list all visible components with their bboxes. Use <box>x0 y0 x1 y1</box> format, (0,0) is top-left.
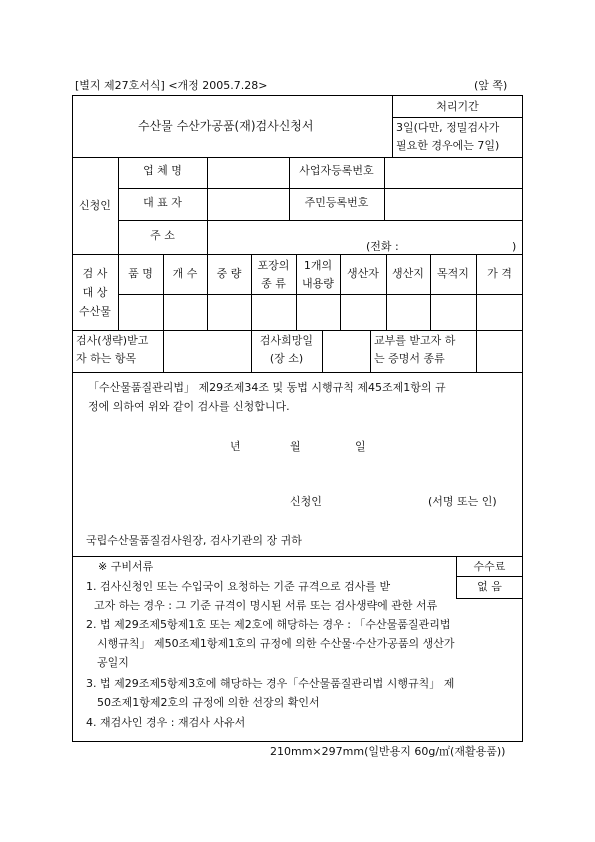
fee-value: 없 음 <box>477 580 502 593</box>
date-year: 년 <box>230 440 241 453</box>
col-package-l2: 종 류 <box>261 277 286 290</box>
col-origin: 생산지 <box>392 267 424 280</box>
col-price: 가 격 <box>487 267 512 280</box>
desired-date-label-l2: (장 소) <box>269 352 304 365</box>
col-count: 개 수 <box>172 267 198 280</box>
paper-spec: 210mm×297mm(일반용지 60g/㎡(재활용품)) <box>270 745 506 758</box>
doc-item-1-cont: 고자 하는 경우 : 그 기준 규격이 명시된 서류 또는 검사생략에 관한 서류 <box>94 599 438 612</box>
phone-label: (전화 : <box>366 240 399 253</box>
representative-label: 대 표 자 <box>143 196 182 209</box>
doc-item-1: 1. 검사신청인 또는 수입국이 요청하는 기준 규격으로 검사를 받 <box>86 580 391 593</box>
declaration-line2: 정에 의하여 위와 같이 검사를 신청합니다. <box>88 400 290 413</box>
date-day: 일 <box>355 440 366 453</box>
applicant-section-label: 신청인 <box>79 199 111 212</box>
goods-section-l1: 검 사 <box>82 267 108 280</box>
col-unit-content-l1: 1개의 <box>303 259 333 272</box>
doc-item-4: 4. 재검사인 경우 : 재검사 사유서 <box>86 716 246 729</box>
desired-date-label-l1: 검사희망일 <box>259 334 314 347</box>
fee-label: 수수료 <box>473 560 506 573</box>
addressee: 국립수산물품질검사원장, 검사기관의 장 귀하 <box>86 534 302 547</box>
omit-items-label-l1: 검사(생략)받고 <box>76 334 149 347</box>
col-weight: 중 량 <box>216 267 242 280</box>
cert-type-label-l2: 는 증명서 종류 <box>374 352 445 365</box>
processing-line2: 필요한 경우에는 7일) <box>396 139 500 152</box>
docs-heading: ※ 구비서류 <box>98 560 154 573</box>
doc-item-2-cont: 시행규칙」 제50조제1항제1호의 규정에 의한 수산물·수산가공품의 생산가 <box>97 637 455 650</box>
col-producer: 생산자 <box>347 267 379 280</box>
company-label: 업 체 명 <box>143 164 182 177</box>
resident-number-label: 주민등록번호 <box>304 196 369 209</box>
signer-label: 신청인 <box>290 495 322 508</box>
declaration-line1: 「수산물품질관리법」 제29조제34조 및 동법 시행규칙 제45조제1항의 규 <box>88 381 446 394</box>
address-label: 주 소 <box>150 229 175 242</box>
col-item-name: 품 명 <box>128 267 153 280</box>
signature-note: (서명 또는 인) <box>428 495 497 508</box>
doc-item-2-cont2: 공일지 <box>97 656 129 669</box>
business-number-label: 사업자등록번호 <box>299 164 374 177</box>
cert-type-label-l1: 교부를 받고자 하 <box>374 334 456 347</box>
date-month: 월 <box>290 440 301 453</box>
doc-item-3-cont: 50조제1항제2호의 규정에 의한 선장의 확인서 <box>97 696 320 709</box>
col-destination: 목적지 <box>437 267 469 280</box>
phone-close: ) <box>512 240 517 253</box>
omit-items-label-l2: 자 하는 항목 <box>76 352 137 365</box>
col-package-l1: 포장의 <box>257 259 290 272</box>
page-side: (앞 쪽) <box>474 79 508 92</box>
form-number: [별지 제27호서식] <개정 2005.7.28> <box>75 79 268 92</box>
doc-item-2: 2. 법 제29조제5항제1호 또는 제2호에 해당하는 경우 : 「수산물품질관리법 <box>86 618 451 631</box>
goods-section-l2: 대 상 <box>82 286 108 299</box>
form-title: 수산물 수산가공품(재)검사신청서 <box>138 119 314 133</box>
processing-label: 처리기간 <box>436 100 479 113</box>
doc-item-3: 3. 법 제29조제5항제3호에 해당하는 경우「수산물품질관리법 시행규칙」 제 <box>86 677 455 690</box>
col-unit-content-l2: 내용량 <box>302 277 334 290</box>
goods-section-l3: 수산물 <box>79 305 111 318</box>
processing-line1: 3일(다만, 정밀검사가 <box>396 121 500 134</box>
